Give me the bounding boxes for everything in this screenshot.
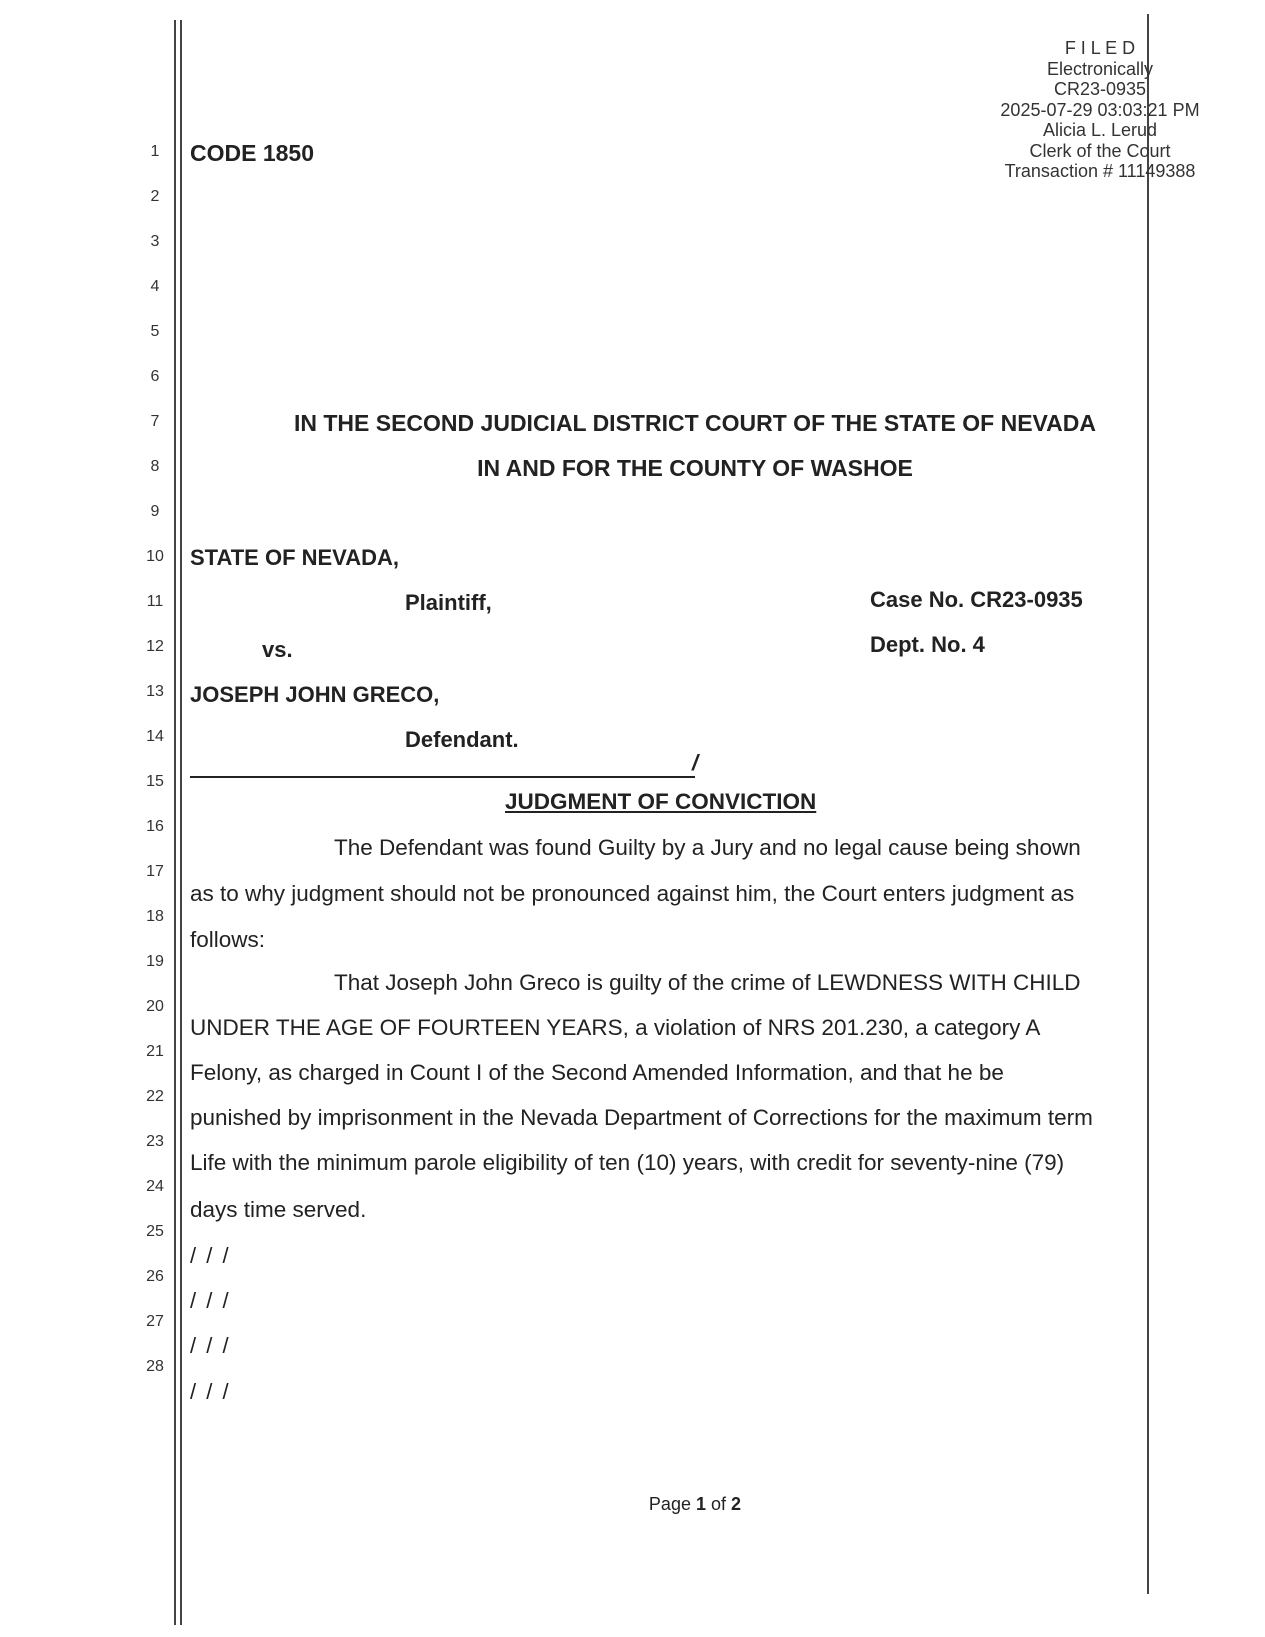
continuation-mark: / / / — [190, 1243, 231, 1268]
caption-slash: / — [692, 750, 699, 775]
stamp-status: F I L E D — [1064, 38, 1136, 58]
continuation-mark: / / / — [190, 1333, 231, 1358]
line-number: 18 — [146, 908, 164, 925]
document-code: CODE 1850 — [190, 140, 315, 166]
line-number: 21 — [146, 1043, 164, 1060]
line-number: 19 — [146, 953, 164, 970]
court-name-line1: IN THE SECOND JUDICIAL DISTRICT COURT OF THE STATE OF NEVADA — [293, 410, 1097, 436]
line-number: 6 — [150, 368, 160, 385]
line-number: 11 — [146, 593, 164, 610]
line-number: 25 — [146, 1223, 164, 1240]
margin-rule-left-inner — [180, 20, 182, 1625]
page-total: 2 — [731, 1494, 742, 1514]
line-number: 13 — [146, 683, 164, 700]
margin-rule-left-outer — [174, 20, 176, 1625]
page-current: 1 — [695, 1494, 706, 1514]
paragraph1-line2: as to why judgment should not be pronounced against him, the Court enters judgment as — [190, 881, 1075, 906]
department-number: Dept. No. 4 — [870, 632, 985, 657]
line-number: 15 — [146, 773, 164, 790]
line-number: 9 — [150, 503, 160, 520]
line-number: 23 — [146, 1133, 164, 1150]
page-of-label: of — [711, 1494, 727, 1514]
paragraph2-line4: punished by imprisonment in the Nevada Department of Corrections for the maximum term — [190, 1105, 1093, 1130]
filing-stamp — [960, 38, 1240, 182]
stamp-case-ref: CR23-0935 — [1053, 79, 1147, 99]
line-number: 20 — [146, 998, 164, 1015]
continuation-mark: / / / — [190, 1288, 231, 1313]
line-number: 1 — [150, 143, 160, 160]
page-label: Page — [648, 1494, 691, 1514]
versus-label: vs. — [262, 637, 293, 662]
stamp-method: Electronically — [1046, 58, 1154, 79]
paragraph1-line1: The Defendant was found Guilty by a Jury and no legal cause being shown — [334, 835, 1081, 860]
plaintiff-role: Plaintiff, — [405, 590, 492, 615]
paragraph2-line5: Life with the minimum parole eligibility of ten (10) years, with credit for seventy-nine (79) — [190, 1150, 1065, 1175]
defendant-name: JOSEPH JOHN GRECO, — [190, 682, 440, 707]
paragraph2-line3: Felony, as charged in Count I of the Second Amended Information, and that he be — [190, 1060, 1004, 1085]
line-number: 26 — [146, 1268, 164, 1285]
line-number: 4 — [150, 278, 160, 295]
line-number: 28 — [146, 1358, 164, 1375]
margin-rule-right — [1147, 14, 1149, 1594]
case-number: Case No. CR23-0935 — [870, 587, 1083, 612]
stamp-transaction: Transaction # 11149388 — [1004, 161, 1196, 181]
document-title: JUDGMENT OF CONVICTION — [505, 789, 817, 814]
line-number: 7 — [150, 413, 160, 430]
continuation-mark: / / / — [190, 1379, 231, 1404]
line-number: 5 — [150, 323, 160, 340]
line-number: 12 — [146, 638, 164, 655]
line-number: 2 — [150, 188, 160, 205]
line-number: 8 — [150, 458, 160, 475]
line-number: 22 — [146, 1088, 164, 1105]
line-number: 17 — [146, 863, 164, 880]
stamp-clerk-title: Clerk of the Court — [1029, 140, 1171, 161]
line-number: 24 — [146, 1178, 164, 1195]
line-number: 10 — [146, 548, 164, 565]
stamp-clerk-name: Alicia L. Lerud — [1042, 120, 1158, 140]
paragraph1-line3: follows: — [190, 927, 266, 952]
page-footer — [190, 1494, 1200, 1515]
line-number: 27 — [146, 1313, 164, 1330]
line-number: 16 — [146, 818, 164, 835]
court-name-line2: IN AND FOR THE COUNTY OF WASHOE — [477, 455, 913, 481]
paragraph2-line2: UNDER THE AGE OF FOURTEEN YEARS, a violation of NRS 201.230, a category A — [190, 1015, 1041, 1040]
caption-rule — [190, 776, 695, 778]
paragraph2-line1: That Joseph John Greco is guilty of the crime of LEWDNESS WITH CHILD — [334, 970, 1081, 995]
plaintiff-name: STATE OF NEVADA, — [190, 545, 399, 570]
defendant-role: Defendant. — [405, 727, 519, 752]
stamp-timestamp: 2025-07-29 03:03:21 PM — [1000, 99, 1200, 120]
line-number: 3 — [150, 233, 160, 250]
line-number: 14 — [146, 728, 164, 745]
paragraph2-line6: days time served. — [190, 1197, 367, 1222]
